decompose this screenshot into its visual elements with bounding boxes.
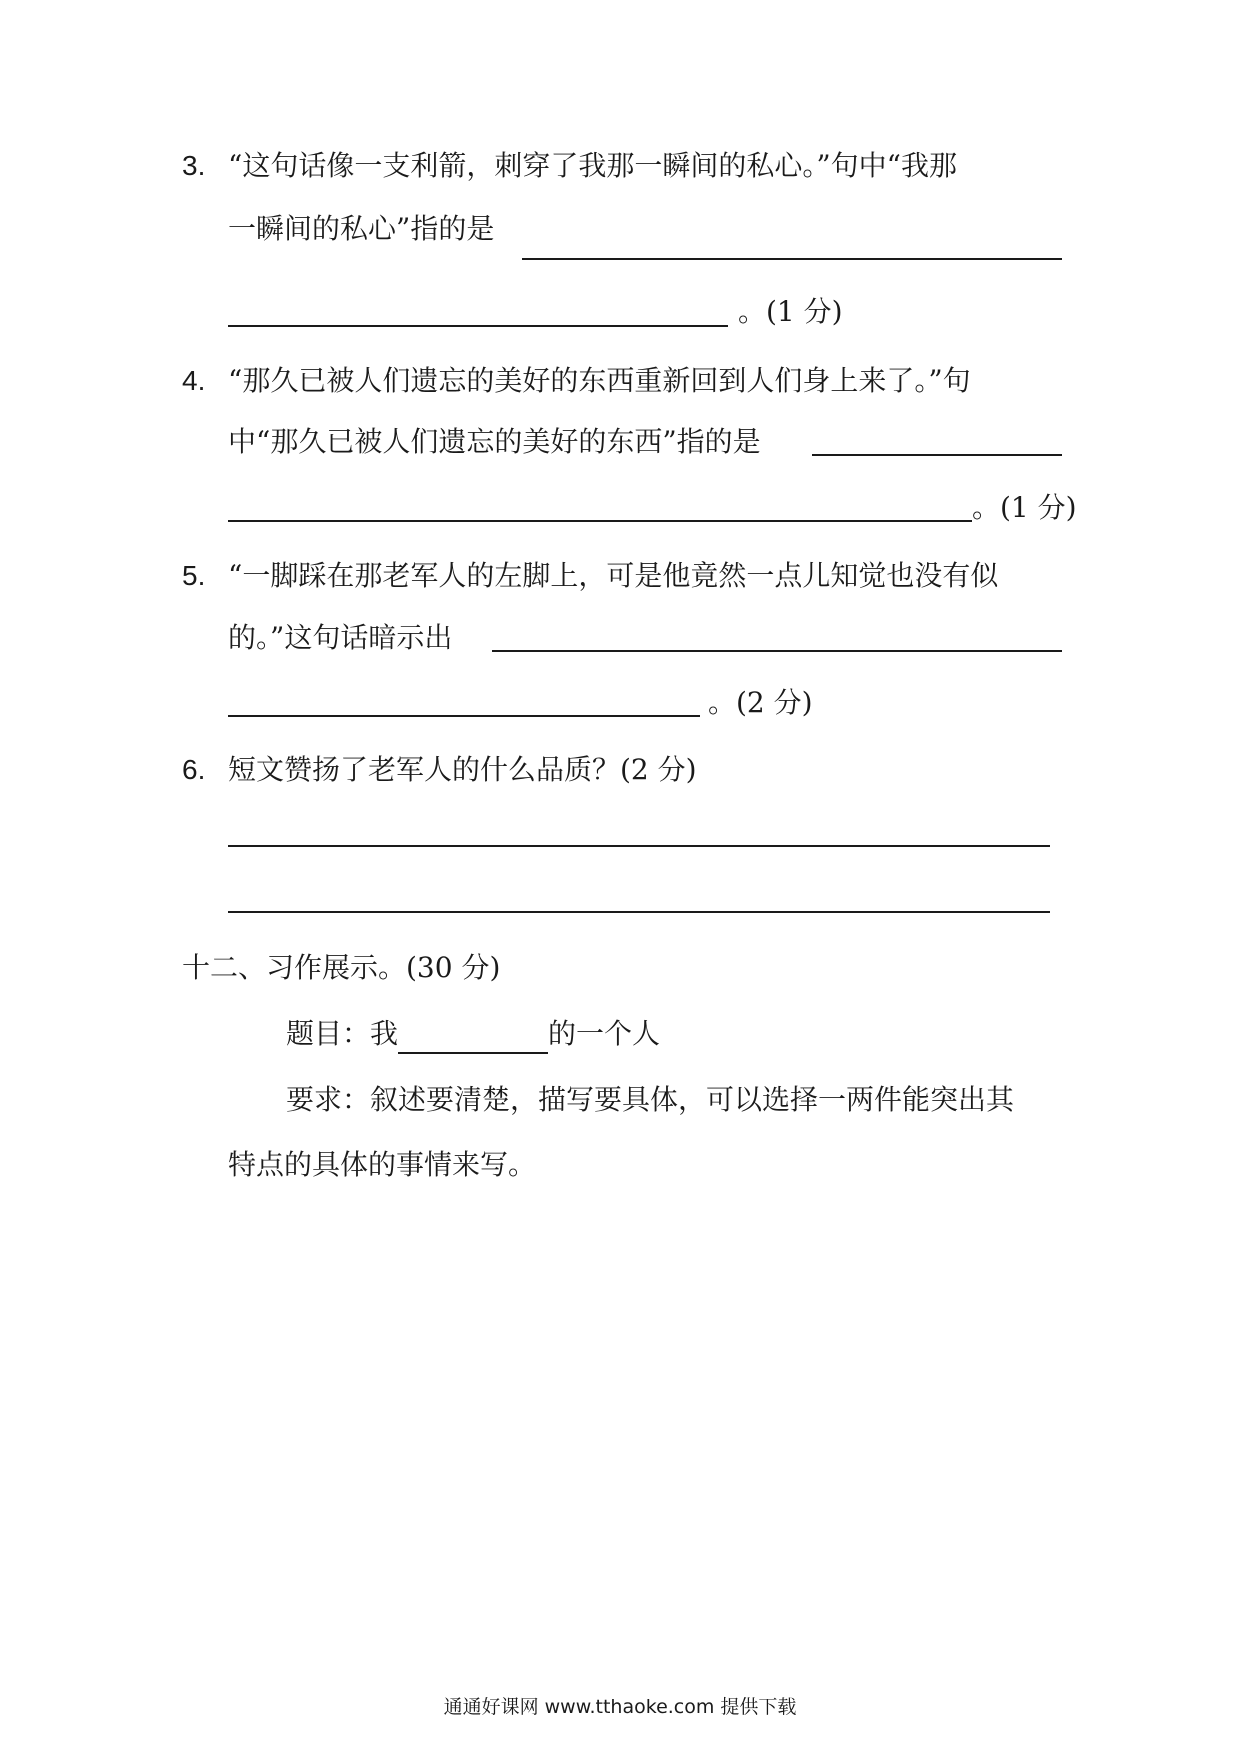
question-5-score: 。(2 分) xyxy=(708,686,813,719)
answer-blank[interactable] xyxy=(228,911,1050,913)
topic-suffix: 的一个人 xyxy=(548,1017,661,1050)
answer-blank[interactable] xyxy=(492,650,1062,652)
question-3-line-2: 一瞬间的私心”指的是 xyxy=(228,212,495,245)
question-text: “一脚踩在那老军人的左脚上，可是他竟然一点儿知觉也没有似 xyxy=(228,559,999,592)
question-number: 4. xyxy=(182,365,206,396)
question-6-line-1 xyxy=(182,750,697,790)
question-5-line-2: 的。”这句话暗示出 xyxy=(228,621,453,654)
answer-blank[interactable] xyxy=(228,715,700,717)
question-3-score: 。(1 分) xyxy=(738,295,843,328)
question-5-line-1 xyxy=(182,556,998,596)
question-number: 3. xyxy=(182,150,206,181)
topic-prefix: 题目：我 xyxy=(286,1017,399,1050)
answer-blank[interactable] xyxy=(228,520,972,522)
answer-blank[interactable] xyxy=(522,258,1062,260)
topic-blank[interactable] xyxy=(398,1022,548,1054)
answer-blank[interactable] xyxy=(228,845,1050,847)
requirement-line-1: 要求：叙述要清楚，描写要具体，可以选择一两件能突出其 xyxy=(286,1083,1015,1116)
topic-line xyxy=(286,1014,660,1054)
question-3-line-1 xyxy=(182,146,957,186)
footer-text: 通通好课网 www.tthaoke.com 提供下载 xyxy=(443,1696,797,1718)
question-4-line-2: 中“那久已被人们遗忘的美好的东西”指的是 xyxy=(228,425,761,458)
answer-blank[interactable] xyxy=(812,454,1062,456)
question-text: “那久已被人们遗忘的美好的东西重新回到人们身上来了。”句 xyxy=(228,364,971,397)
question-4-line-1 xyxy=(182,361,971,401)
requirement-line-2: 特点的具体的事情来写。 xyxy=(228,1148,537,1181)
question-text: “这句话像一支利箭，刺穿了我那一瞬间的私心。”句中“我那 xyxy=(228,149,957,182)
question-number: 5. xyxy=(182,560,206,591)
question-4-score: 。(1 分) xyxy=(972,491,1077,524)
question-number: 6. xyxy=(182,754,206,785)
answer-blank[interactable] xyxy=(228,325,728,327)
section-heading: 十二、习作展示。(30 分) xyxy=(182,951,501,984)
question-text: 短文赞扬了老军人的什么品质？(2 分) xyxy=(228,753,697,786)
